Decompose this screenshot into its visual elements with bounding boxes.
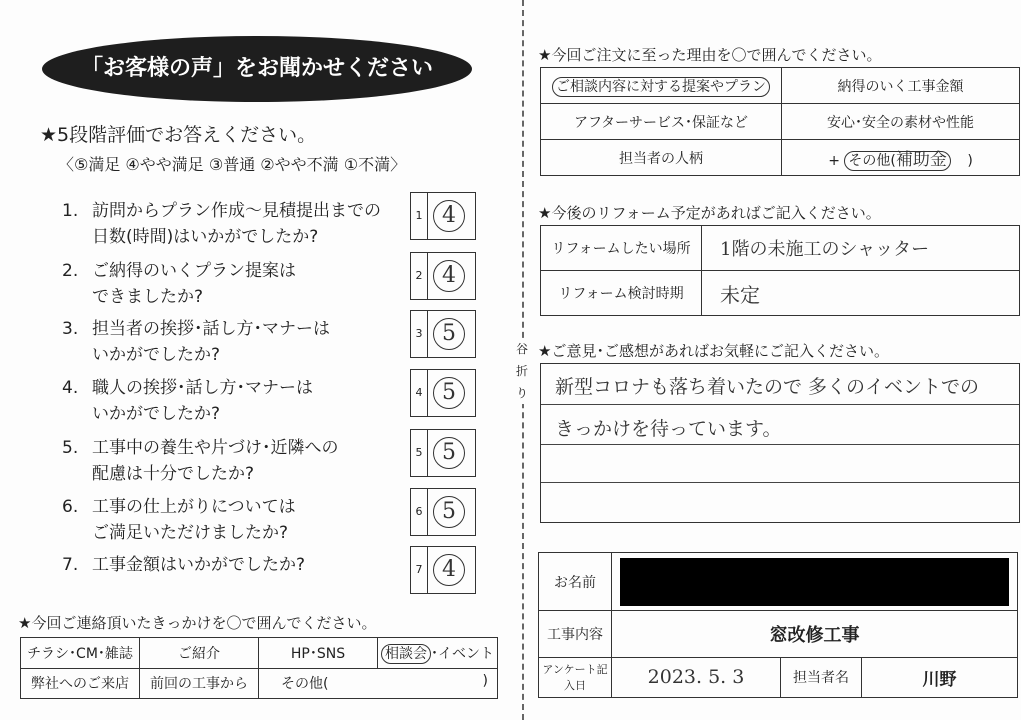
reason-other-label: その他 (848, 153, 891, 169)
rating-box-number: 1 (411, 193, 428, 239)
reason-other-close: ) (967, 153, 973, 169)
rating-box-number: 2 (411, 253, 428, 299)
work-label: 工事内容 (539, 611, 612, 657)
plan-time-label: リフォーム検討時期 (541, 271, 702, 316)
rating-answer: 5 (433, 496, 465, 528)
comment-box[interactable] (540, 363, 1020, 523)
contact-table (20, 637, 498, 699)
question-number: 5. (62, 438, 79, 458)
contact-event: ･イベント (431, 645, 494, 662)
comment-line-1: 新型コロナも落ち着いたので 多くのイベントでの (555, 376, 980, 398)
rating-box-number: 3 (411, 311, 428, 357)
contact-heading: ★今回ご連絡頂いたきっかけを〇で囲んでください。 (18, 614, 377, 632)
rating-box[interactable] (410, 488, 476, 536)
question-text: 職人の挨拶･話し方･マナーは いかがでしたか? (92, 378, 313, 424)
contact-other-label: その他( (281, 676, 329, 693)
contact-store-visit[interactable]: 弊社へのご来店 (21, 668, 140, 699)
rating-answer: 4 (433, 260, 465, 292)
comment-heading: ★ご意見･ご感想があればお気軽にご記入ください。 (538, 342, 889, 360)
rating-box[interactable] (410, 369, 476, 417)
rating-scale: 〈⑤満足 ④やや満足 ③普通 ②やや不満 ①不満〉 (58, 155, 407, 174)
rating-box[interactable] (410, 192, 476, 240)
name-label: お名前 (539, 553, 612, 611)
rating-box-number: 6 (411, 489, 428, 535)
reason-other-mark: + (828, 153, 840, 169)
rating-box-number: 5 (411, 430, 428, 476)
reason-other[interactable] (782, 140, 1020, 176)
comment-rule (541, 404, 1019, 405)
staff-label: 担当者名 (781, 657, 862, 697)
plan-table (540, 225, 1020, 316)
contact-event-cell[interactable] (378, 638, 498, 669)
reason-price[interactable]: 納得のいく工事金額 (782, 68, 1020, 104)
rating-box-number: 4 (411, 370, 428, 416)
question-text: 工事金額はいかがでしたか? (92, 555, 306, 575)
question-number: 7. (62, 555, 79, 575)
comment-rule (541, 444, 1019, 445)
title-banner: 「お客様の声」をお聞かせください (42, 36, 472, 102)
rating-answer: 5 (433, 318, 465, 350)
rating-heading: ★5段階評価でお答えください。 (40, 124, 317, 146)
rating-box[interactable] (410, 310, 476, 358)
question-text: 工事の仕上がりについては ご満足いただけましたか? (92, 497, 296, 543)
plan-place-value[interactable]: 1階の未施工のシャッター (702, 226, 1020, 271)
contact-other[interactable] (259, 668, 498, 699)
rating-answer: 4 (433, 554, 465, 586)
question-number: 6. (62, 497, 79, 517)
comment-rule (541, 482, 1019, 483)
rating-box[interactable] (410, 546, 476, 594)
reason-after-service[interactable]: アフターサービス･保証など (541, 104, 782, 140)
reason-staff[interactable]: 担当者の人柄 (541, 140, 782, 176)
info-table (538, 552, 1018, 698)
date-value[interactable]: 2023. 5. 3 (612, 657, 781, 697)
reason-proposal-circled: ご相談内容に対する提案やプラン (552, 77, 770, 97)
reason-other-value: 補助金 (895, 150, 947, 170)
plan-heading: ★今後のリフォーム予定があればご記入ください。 (538, 204, 881, 222)
plan-place-label: リフォームしたい場所 (541, 226, 702, 271)
rating-box-number: 7 (411, 547, 428, 593)
staff-value[interactable]: 川野 (862, 657, 1018, 697)
comment-line-2: きっかけを待っています。 (555, 418, 782, 440)
contact-previous-work[interactable]: 前回の工事から (140, 668, 259, 699)
question-text: ご納得のいくプラン提案は できましたか? (92, 261, 296, 307)
rating-answer: 4 (433, 200, 465, 232)
rating-box[interactable] (410, 252, 476, 300)
question-number: 3. (62, 319, 79, 339)
reason-other-circled: その他(補助金 (844, 151, 950, 171)
contact-consult-circled: 相談会 (381, 644, 431, 664)
reason-table (540, 67, 1020, 176)
reason-heading: ★今回ご注文に至った理由を〇で囲んでください。 (538, 46, 882, 64)
question-text: 工事中の養生や片づけ･近隣への 配慮は十分でしたか? (92, 438, 339, 484)
contact-hp-sns[interactable]: HP･SNS (259, 638, 378, 669)
name-field[interactable] (612, 553, 1018, 611)
contact-other-close: ) (482, 673, 488, 690)
reason-proposal[interactable] (541, 68, 782, 104)
work-value[interactable]: 窓改修工事 (612, 611, 1018, 657)
redacted-name (620, 558, 1009, 606)
question-text: 担当者の挨拶･話し方･マナーは いかがでしたか? (92, 319, 330, 365)
rating-answer: 5 (433, 377, 465, 409)
date-label: アンケート記入日 (539, 657, 612, 697)
contact-flyer[interactable]: チラシ･CM･雑誌 (21, 638, 140, 669)
reason-safety[interactable]: 安心･安全の素材や性能 (782, 104, 1020, 140)
question-number: 2. (62, 261, 79, 281)
plan-time-value[interactable]: 未定 (702, 271, 1020, 316)
rating-box[interactable] (410, 429, 476, 477)
question-number: 4. (62, 378, 79, 398)
contact-referral[interactable]: ご紹介 (140, 638, 259, 669)
question-number: 1. (62, 201, 79, 221)
fold-label: 谷折り (512, 338, 532, 404)
rating-answer: 5 (433, 437, 465, 469)
question-text: 訪問からプラン作成〜見積提出までの 日数(時間)はいかがでしたか? (92, 201, 381, 247)
